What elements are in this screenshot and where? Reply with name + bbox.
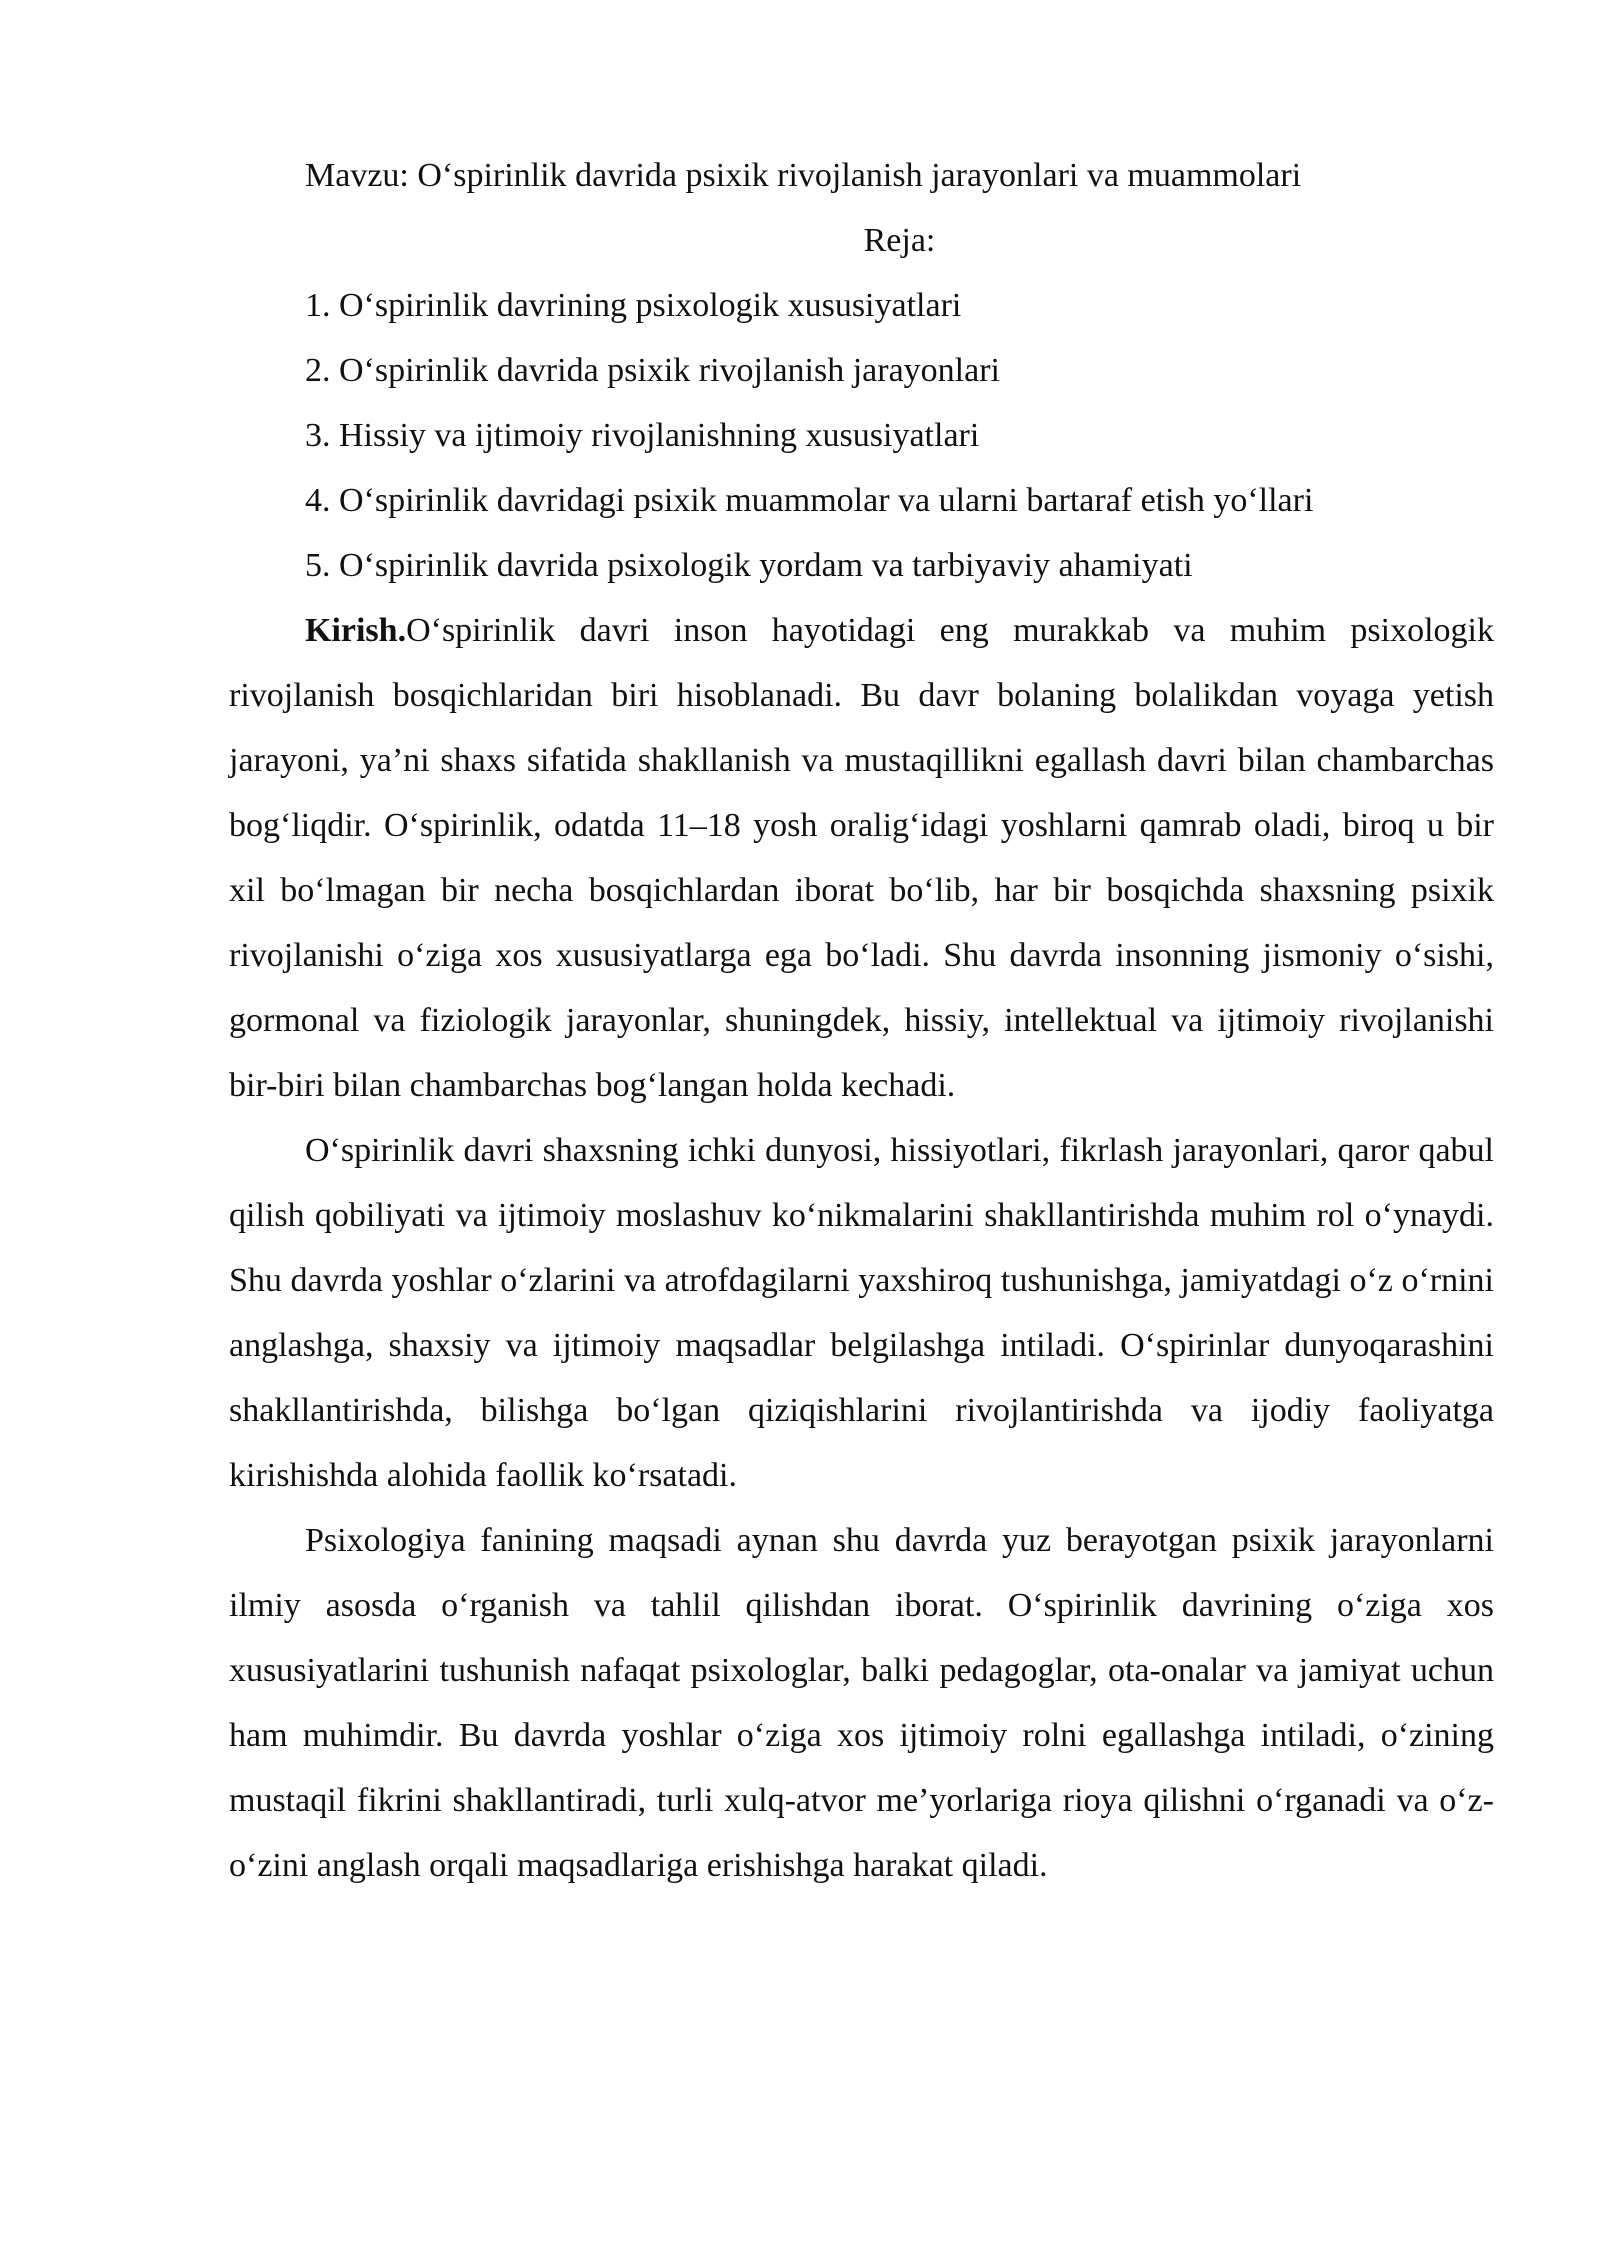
plan-list [229,273,1494,598]
plan-item: 3. Hissiy va ijtimoiy rivojlanishning xususiyatlari [305,417,980,454]
body-paragraph: Psixologiya fanining maqsadi aynan shu davrda yuz berayotgan psixik jarayonlarni ilmiy asosda o‘rganish va tahlil qilishdan iborat. O‘spirinlik davrining o‘ziga xos xususiyatlarini tushunish nafaqat psixologlar, balki pedagoglar, ota-onalar va jamiyat uchun ham muhimdir. Bu davrda yoshlar o‘ziga xos ijtimoiy rolni egallashga intiladi, o‘zining mustaqil fikrini shakllantiradi, turli xulq-atvor me’yorlariga rioya qilishni o‘rganadi va o‘z-o‘zini anglash orqali maqsadlariga erishishga harakat qiladi. [229,1522,1494,1884]
document-body [229,143,1494,1898]
plan-item: 1. O‘spirinlik davrining psixologik xususiyatlari [305,287,962,324]
plan-item: 2. O‘spirinlik davrida psixik rivojlanish jarayonlari [305,352,1000,389]
body-paragraph: O‘spirinlik davri shaxsning ichki dunyosi, hissiyotlari, fikrlash jarayonlari, qaror qabul qilish qobiliyati va ijtimoiy moslashuv ko‘nikmalarini shakllantirishda muhim rol o‘ynaydi. Shu davrda yoshlar o‘zlarini va atrofdagilarni yaxshiroq tushunishga, jamiyatdagi o‘z o‘rnini anglashga, shaxsiy va ijtimoiy maqsadlar belgilashga intiladi. O‘spirinlar dunyoqarashini shakllantirishda, bilishga bo‘lgan qiziqishlarini rivojlantirishda va ijodiy faoliyatga kirishishda alohida faollik ko‘rsatadi. [229,1132,1494,1494]
plan-item: 4. O‘spirinlik davridagi psixik muammolar va ularni bartaraf etish yo‘llari [305,482,1314,519]
plan-heading: Reja: [863,222,936,259]
intro-paragraph [229,598,1494,1118]
intro-lead: Kirish. [305,612,407,649]
document-title: Mavzu: O‘spirinlik davrida psixik rivojlanish jarayonlari va muammolari [305,157,1302,194]
plan-item: 5. O‘spirinlik davrida psixologik yordam va tarbiyaviy ahamiyati [305,547,1193,584]
intro-text: O‘spirinlik davri inson hayotidagi eng murakkab va muhim psixologik rivojlanish bosqichlaridan biri hisoblanadi. Bu davr bolaning bolalikdan voyaga yetish jarayoni, ya’ni shaxs sifatida shakllanish va mustaqillikni egallash davri bilan chambarchas bog‘liqdir. O‘spirinlik, odatda 11–18 yosh oralig‘idagi yoshlarni qamrab oladi, biroq u bir xil bo‘lmagan bir necha bosqichlardan iborat bo‘lib, har bir bosqichda shaxsning psixik rivojlanishi o‘ziga xos xususiyatlarga ega bo‘ladi. Shu davrda insonning jismoniy o‘sishi, gormonal va fiziologik jarayonlar, shuningdek, hissiy, intellektual va ijtimoiy rivojlanishi bir-biri bilan chambarchas bog‘langan holda kechadi. [229,612,1494,1104]
